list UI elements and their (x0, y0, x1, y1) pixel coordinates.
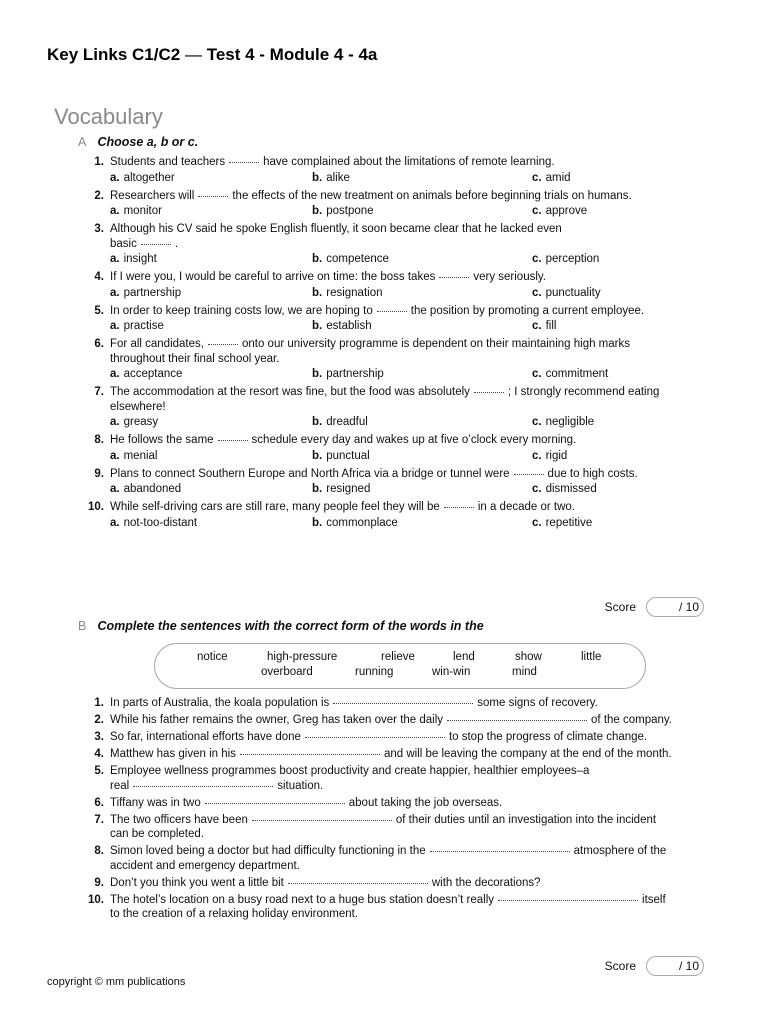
question-text (84, 500, 704, 515)
sentence-text-before: Matthew has given in his (110, 748, 236, 760)
sentence-item (84, 764, 704, 793)
question-text-line2: elsewhere! (110, 400, 166, 413)
option-b[interactable] (312, 252, 389, 267)
answer-blank[interactable] (444, 506, 474, 508)
sentence-number: 2. (94, 714, 104, 726)
answer-options (110, 203, 704, 219)
word-box-word: mind (512, 666, 537, 678)
option-text: partnership (123, 286, 182, 299)
answer-blank[interactable] (218, 439, 248, 441)
question-text-line2: throughout their final school year. (110, 352, 280, 365)
question-number: 6. (94, 338, 104, 350)
sentence-number: 6. (94, 796, 104, 809)
option-c[interactable] (532, 204, 587, 219)
option-letter: c. (532, 320, 542, 332)
option-letter: b. (312, 483, 323, 495)
sentence-item (84, 696, 704, 711)
answer-blank[interactable] (205, 802, 345, 804)
option-text: dreadful (326, 416, 368, 428)
question-number: 10. (88, 501, 104, 513)
sentence-text-after: about taking the job overseas. (348, 796, 503, 809)
part-a-instruction-text: Choose a, b or c. (97, 135, 199, 149)
sentence-number: 8. (94, 845, 104, 857)
sentence-text-after: to stop the progress of climate change. (448, 731, 648, 743)
option-text: establish (326, 320, 372, 332)
option-text: acceptance (123, 368, 183, 380)
score-b-label: Score (604, 959, 636, 973)
question-text (84, 304, 704, 319)
word-box-word: show (515, 651, 542, 663)
question-text-before: Students and teachers (110, 156, 226, 168)
answer-options (110, 285, 704, 301)
word-box-word: notice (197, 651, 228, 663)
answer-options (110, 414, 704, 430)
option-text: practise (123, 320, 164, 332)
question-text (84, 433, 704, 448)
option-letter: a. (110, 368, 120, 380)
score-a-value: / 10 (678, 600, 699, 614)
option-c[interactable] (532, 449, 567, 464)
score-b (605, 956, 704, 976)
option-text: alike (326, 171, 350, 184)
question-text-after: the effects of the new treatment on animals before beginning trials on humans. (232, 189, 632, 202)
option-text: partnership (326, 368, 384, 380)
answer-blank[interactable] (377, 310, 407, 312)
option-text: fill (545, 320, 557, 332)
question-number: 8. (94, 434, 104, 446)
sentence-text-line2: accident and emergency department. (110, 859, 300, 872)
sentence-line2-before: real (110, 779, 130, 792)
question-text (84, 189, 704, 204)
score-a (605, 597, 704, 617)
title-test: Test 4 - Module 4 - 4a (206, 45, 378, 64)
option-text: resigned (326, 483, 371, 495)
sentence-item (84, 893, 704, 922)
sentence-item (84, 713, 704, 728)
option-letter: a. (110, 320, 120, 332)
question-text-before: If I were you, I would be careful to arrive on time: the boss takes (110, 271, 436, 283)
title-book: Key Links C1/C2 (47, 45, 181, 64)
score-a-label: Score (604, 600, 636, 614)
word-box-word: high-pressure (267, 651, 338, 663)
word-box-word: overboard (261, 666, 313, 678)
option-a[interactable] (110, 204, 162, 219)
question-text (84, 222, 704, 237)
option-text: perception (545, 253, 600, 265)
option-b[interactable] (312, 516, 398, 531)
question-number: 4. (94, 271, 104, 283)
sentence-text-before: Employee wellness programmes boost productivity and create happier, healthier employees–a (110, 765, 590, 777)
option-b[interactable] (312, 171, 350, 186)
answer-blank[interactable] (198, 195, 228, 197)
option-text: amid (545, 171, 571, 184)
answer-options (110, 318, 704, 334)
sentence-text-after: of their duties until an investigation into the incident (395, 813, 657, 826)
page-title (47, 45, 377, 65)
option-c[interactable] (532, 516, 592, 531)
option-text: rigid (545, 449, 568, 462)
answer-options (110, 448, 704, 464)
option-b[interactable] (312, 482, 370, 497)
sentence-number: 3. (94, 731, 104, 743)
option-text: insight (123, 253, 157, 265)
option-letter: c. (532, 516, 542, 529)
sentence-line2-after: situation. (277, 779, 324, 792)
question-text-after: the position by promoting a current employee. (410, 304, 645, 317)
option-text: punctuality (545, 286, 601, 299)
option-text: not-too-distant (123, 516, 198, 529)
word-box-word: running (355, 666, 394, 678)
question-item (84, 337, 704, 382)
question-text (84, 270, 704, 285)
option-letter: b. (312, 368, 323, 380)
option-a[interactable] (110, 367, 182, 382)
answer-options (110, 366, 704, 382)
option-letter: c. (532, 253, 542, 265)
sentence-number: 4. (94, 748, 104, 760)
sentence-item (84, 796, 704, 811)
answer-options (110, 251, 704, 267)
sentence-text-after: with the decorations? (431, 876, 541, 889)
option-letter: b. (312, 286, 323, 299)
option-letter: a. (110, 416, 120, 428)
option-a[interactable] (110, 171, 175, 186)
question-line2-after: . (174, 237, 179, 250)
option-c[interactable] (532, 482, 597, 497)
sentence-item (84, 747, 704, 762)
copyright-footer: copyright © mm publications (47, 976, 186, 988)
answer-blank[interactable] (305, 736, 445, 738)
option-a[interactable] (110, 252, 157, 267)
sentence-number: 10. (88, 893, 104, 906)
option-text: greasy (123, 416, 159, 428)
option-c[interactable] (532, 171, 571, 186)
word-box-word: relieve (381, 651, 415, 663)
option-c[interactable] (532, 286, 601, 301)
question-list (84, 155, 704, 531)
answer-blank[interactable] (288, 882, 428, 884)
option-text: commitment (545, 368, 609, 380)
sentence-text-before: Don’t you think you went a little bit (110, 876, 284, 889)
question-text-after: onto our university programme is dependent on their maintaining high marks (241, 338, 630, 350)
question-item (84, 155, 704, 186)
answer-blank[interactable] (252, 819, 392, 821)
answer-blank[interactable] (498, 899, 638, 901)
sentence-item (84, 813, 704, 842)
sentence-list (84, 696, 704, 922)
question-number: 2. (94, 189, 104, 202)
question-text-before: For all candidates, (110, 338, 204, 350)
option-text: menial (123, 449, 158, 462)
answer-options (110, 170, 704, 186)
answer-blank[interactable] (439, 276, 469, 278)
option-c[interactable] (532, 319, 556, 334)
option-letter: b. (312, 171, 323, 184)
option-a[interactable] (110, 482, 181, 497)
option-letter: a. (110, 483, 120, 495)
question-text (84, 155, 704, 170)
question-text-after: in a decade or two. (477, 501, 575, 513)
question-item (84, 270, 704, 301)
sentence-text-line2 (110, 779, 704, 794)
sentence-text-after: atmosphere of the (573, 845, 667, 857)
question-text-after: due to high costs. (547, 467, 638, 480)
answer-blank[interactable] (514, 473, 544, 475)
option-text: postpone (326, 205, 374, 217)
score-a-box[interactable] (646, 597, 704, 617)
sentence-text-after: of the company. (591, 714, 673, 726)
answer-blank[interactable] (447, 719, 587, 721)
option-b[interactable] (312, 319, 372, 334)
question-item (84, 467, 704, 498)
option-letter: b. (312, 320, 323, 332)
option-letter: a. (110, 171, 120, 184)
question-item (84, 304, 704, 335)
option-a[interactable] (110, 449, 157, 464)
sentence-item (84, 844, 704, 873)
option-letter: a. (110, 286, 120, 299)
sentence-text-before: The two officers have been (110, 813, 248, 826)
answer-blank[interactable] (208, 343, 238, 345)
option-text: repetitive (545, 516, 593, 529)
sentence-number: 5. (94, 765, 104, 777)
option-letter: b. (312, 416, 323, 428)
sentence-text-after: some signs of recovery. (477, 697, 598, 709)
option-a[interactable] (110, 319, 164, 334)
answer-blank[interactable] (141, 243, 171, 245)
option-text: abandoned (123, 483, 182, 495)
option-text: altogether (123, 171, 175, 184)
question-text-line2 (84, 237, 704, 252)
sentence-number: 9. (94, 876, 104, 889)
sentence-text-before: The hotel’s location on a busy road next to a huge bus station doesn’t really (110, 893, 495, 906)
sentence-text-after: and will be leaving the company at the end of the month. (383, 748, 672, 760)
question-number: 7. (94, 386, 104, 398)
answer-blank[interactable] (229, 161, 259, 163)
word-box-word: little (581, 651, 602, 663)
section-title: Vocabulary (54, 104, 163, 129)
question-item (84, 222, 704, 267)
part-b-instruction-text: Complete the sentences with the correct form of the words in the (97, 619, 484, 633)
option-letter: b. (312, 205, 323, 217)
sentence-text-before: Simon loved being a doctor but had difficulty functioning in the (110, 845, 426, 857)
option-text: commonplace (326, 516, 398, 529)
answer-blank[interactable] (240, 753, 380, 755)
question-text-after: have complained about the limitations of remote learning. (263, 156, 555, 168)
word-box (154, 643, 646, 689)
answer-blank[interactable] (430, 850, 570, 852)
sentence-item (84, 730, 704, 745)
option-letter: c. (532, 171, 542, 184)
part-a-instruction (78, 135, 198, 149)
word-box-word: lend (453, 651, 475, 663)
question-text-before: Researchers will (110, 189, 195, 202)
question-item (84, 500, 704, 531)
question-text-before: While self-driving cars are still rare, many people feel they will be (110, 501, 440, 513)
option-letter: b. (312, 516, 323, 529)
question-item (84, 433, 704, 464)
option-a[interactable] (110, 516, 197, 531)
option-text: monitor (123, 205, 162, 217)
question-text (84, 385, 704, 400)
question-number: 3. (94, 223, 104, 235)
option-b[interactable] (312, 449, 370, 464)
part-a-letter: A (78, 135, 87, 149)
option-b[interactable] (312, 204, 374, 219)
sentence-text-before: In parts of Australia, the koala population is (110, 697, 330, 709)
option-c[interactable] (532, 252, 599, 267)
option-text: negligible (545, 416, 595, 428)
answer-blank[interactable] (474, 391, 504, 393)
option-letter: a. (110, 205, 120, 217)
option-letter: c. (532, 483, 542, 495)
option-letter: b. (312, 253, 323, 265)
sentence-number: 7. (94, 813, 104, 826)
option-text: punctual (326, 449, 370, 462)
option-text: approve (545, 205, 588, 217)
option-letter: c. (532, 416, 542, 428)
sentence-text-line2: can be completed. (110, 828, 204, 840)
option-b[interactable] (312, 286, 383, 301)
option-text: competence (326, 253, 389, 265)
question-text (84, 467, 704, 482)
question-text-before: The accommodation at the resort was fine, but the food was absolutely (110, 386, 470, 398)
sentence-text-before: While his father remains the owner, Greg has taken over the daily (110, 714, 444, 726)
score-b-value: / 10 (678, 959, 699, 973)
option-text: dismissed (545, 483, 597, 495)
question-line2-before: basic (110, 237, 137, 250)
question-text-before: He follows the same (110, 434, 214, 446)
question-text-before: Although his CV said he spoke English fluently, it soon became clear that he lacked even (110, 223, 562, 235)
option-c[interactable] (532, 367, 608, 382)
question-text (84, 337, 704, 352)
sentence-text-before: So far, international efforts have done (110, 731, 301, 743)
option-b[interactable] (312, 415, 368, 430)
option-letter: c. (532, 286, 542, 299)
question-text-before: In order to keep training costs low, we are hoping to (110, 304, 373, 317)
option-a[interactable] (110, 286, 181, 301)
option-letter: c. (532, 205, 542, 217)
title-dash: — (184, 45, 202, 64)
part-b-instruction (78, 619, 484, 633)
option-a[interactable] (110, 415, 158, 430)
sentence-text-line2: to the creation of a relaxing holiday environment. (110, 908, 359, 920)
question-item (84, 385, 704, 430)
question-text-after: very seriously. (473, 271, 546, 283)
answer-blank[interactable] (333, 702, 473, 704)
question-text-after: ; I strongly recommend eating (507, 386, 660, 398)
question-item (84, 189, 704, 220)
question-number: 9. (94, 467, 104, 480)
option-letter: a. (110, 449, 120, 462)
score-b-box[interactable] (646, 956, 704, 976)
answer-options (110, 515, 704, 531)
question-text-after: schedule every day and wakes up at five o’clock every morning. (251, 434, 577, 446)
sentence-text-before: Tiffany was in two (110, 796, 201, 809)
part-b-letter: B (78, 619, 87, 633)
word-box-word: win-win (432, 666, 471, 678)
question-number: 1. (94, 156, 104, 168)
option-letter: a. (110, 253, 120, 265)
option-letter: b. (312, 449, 323, 462)
option-b[interactable] (312, 367, 384, 382)
sentence-number: 1. (94, 697, 104, 709)
option-c[interactable] (532, 415, 594, 430)
option-letter: c. (532, 368, 542, 380)
option-letter: c. (532, 449, 542, 462)
sentence-text-after: itself (642, 893, 666, 906)
option-text: resignation (326, 286, 383, 299)
answer-options (110, 481, 704, 497)
question-text-before: Plans to connect Southern Europe and North Africa via a bridge or tunnel were (110, 467, 510, 480)
answer-blank[interactable] (133, 785, 273, 787)
sentence-item (84, 876, 704, 891)
option-letter: a. (110, 516, 120, 529)
question-number: 5. (94, 304, 104, 317)
